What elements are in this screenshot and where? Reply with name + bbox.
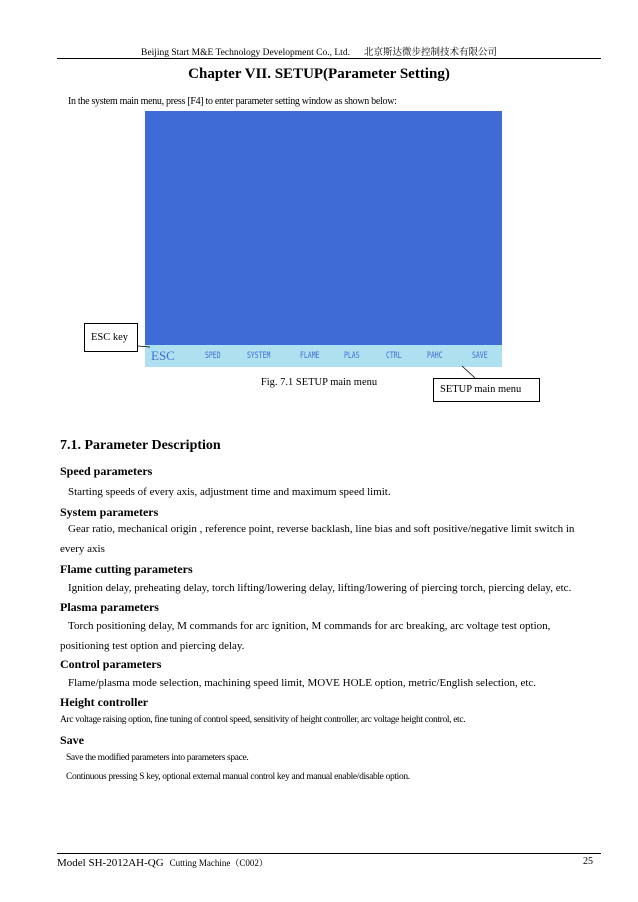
footer-rule	[57, 853, 601, 854]
menu-flame[interactable]: FLAME	[300, 351, 320, 361]
menu-system[interactable]: SYSTEM	[247, 351, 271, 361]
height-heading: Height controller	[60, 695, 149, 709]
save-text-2: Continuous pressing S key, optional external manual control key and manual enable/disable option.	[66, 772, 410, 782]
header-company-en: Beijing Start M&E Technology Development Co., Ltd.	[141, 48, 350, 58]
callout-esc-key: ESC key	[84, 323, 138, 352]
callout-setup-main-menu: SETUP main menu	[433, 378, 540, 402]
chapter-title: Chapter VII. SETUP(Parameter Setting)	[188, 66, 450, 82]
system-heading: System parameters	[60, 505, 159, 519]
flame-heading: Flame cutting parameters	[60, 562, 193, 576]
intro-text: In the system main menu, press [F4] to enter parameter setting window as shown below:	[68, 96, 397, 107]
speed-heading: Speed parameters	[60, 464, 153, 478]
header-company-cn: 北京斯达微步控制技术有限公司	[363, 48, 497, 58]
menu-esc[interactable]: ESC	[151, 348, 175, 363]
menu-plas[interactable]: PLAS	[344, 351, 360, 361]
plasma-heading: Plasma parameters	[60, 600, 159, 614]
menu-ctrl[interactable]: CTRL	[386, 351, 402, 361]
save-text-1: Save the modified parameters into parameters space.	[66, 753, 249, 763]
menu-pahc[interactable]: PAHC	[427, 351, 443, 361]
control-heading: Control parameters	[60, 657, 162, 671]
save-heading: Save	[60, 733, 84, 747]
esc-leader-line	[138, 346, 150, 347]
plasma-text-1: Torch positioning delay, M commands for arc ignition, M commands for arc breaking, arc voltage test option,	[68, 620, 551, 632]
footer-model: Model SH-2012AH-QG	[57, 857, 164, 869]
figure-caption: Fig. 7.1 SETUP main menu	[260, 377, 378, 388]
control-text: Flame/plasma mode selection, machining speed limit, MOVE HOLE option, metric/English selection, etc.	[68, 677, 537, 689]
footer-machine: Cutting Machine（C002）	[169, 858, 268, 868]
plasma-text-2: positioning test option and piercing delay.	[60, 640, 245, 652]
system-text-2: every axis	[60, 543, 105, 555]
section-title: 7.1. Parameter Description	[60, 438, 221, 453]
speed-text: Starting speeds of every axis, adjustment time and maximum speed limit.	[68, 486, 391, 498]
system-text-1: Gear ratio, mechanical origin , reference point, reverse backlash, line bias and soft positive/negative limit switch in	[68, 523, 575, 535]
height-text: Arc voltage raising option, fine tuning of control speed, sensitivity of height controller, arc voltage height control, etc.	[60, 715, 466, 725]
menu-sped[interactable]: SPED	[205, 351, 221, 361]
flame-text: Ignition delay, preheating delay, torch lifting/lowering delay, lifting/lowering of piercing torch, piercing delay, etc.	[68, 582, 572, 594]
page-number: 25	[583, 856, 593, 867]
page-footer	[57, 856, 601, 869]
menu-save[interactable]: SAVE	[472, 351, 488, 361]
